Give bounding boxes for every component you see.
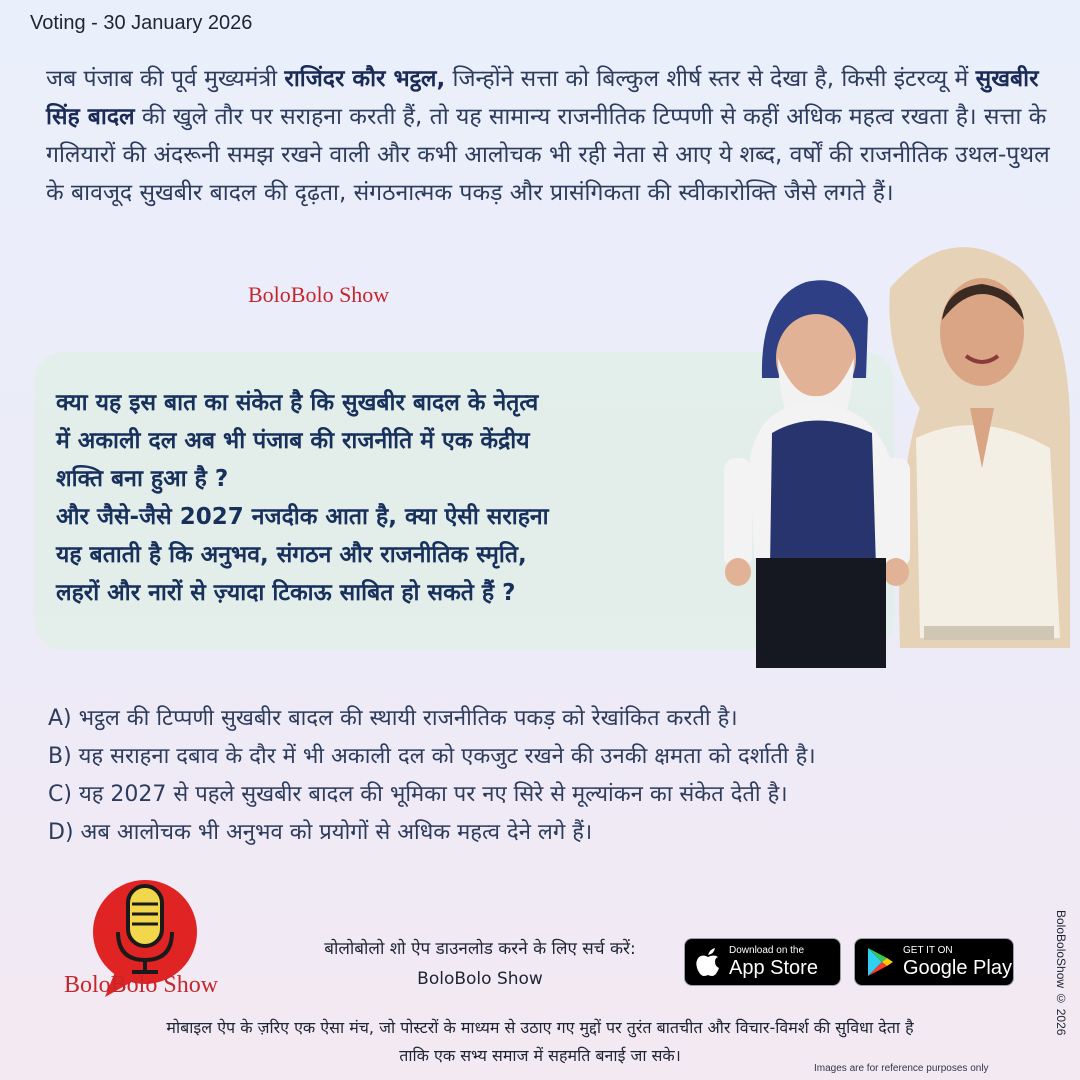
option-c[interactable]: C) यह 2027 से पहले सुखबीर बादल की भूमिका पर नए सिरे से मूल्यांकन का संकेत देती है। [48, 782, 788, 807]
logo-text: BoloBolo Show [64, 972, 219, 998]
google-play-small-label: GET IT ON [903, 945, 953, 956]
intro-name-sukhbir: सुखबीर सिंह बादल [46, 66, 1039, 130]
politicians-photo [720, 228, 1080, 674]
voting-date: Voting - 30 January 2026 [30, 12, 253, 34]
app-store-button[interactable] [684, 938, 841, 986]
intro-text-1: जब पंजाब की पूर्व मुख्यमंत्री [46, 66, 285, 92]
play-icon [865, 946, 895, 978]
question-line: में अकाली दल अब भी पंजाब की राजनीति में एक केंद्रीय [56, 428, 530, 454]
apple-icon [695, 947, 721, 977]
intro-name-bhattal: राजिंदर कौर भट्ठल, [284, 66, 446, 92]
app-store-small-label: Download on the [729, 945, 805, 956]
option-a[interactable]: A) भट्ठल की टिप्पणी सुखबीर बादल की स्थायी राजनीतिक पकड़ को रेखांकित करती है। [48, 706, 738, 731]
app-store-label: App Store [729, 957, 818, 979]
option-d[interactable]: D) अब आलोचक भी अनुभव को प्रयोगों से अधिक महत्व देने लगे हैं। [48, 820, 593, 845]
intro-paragraph [46, 60, 1056, 212]
footer-description [30, 1014, 1050, 1070]
answer-options [48, 700, 1058, 852]
copyright-vertical: BoloBoloShow © 2026 [1054, 910, 1068, 1036]
image-disclaimer: Images are for reference purposes only [814, 1063, 989, 1074]
question-line: और जैसे-जैसे 2027 नजदीक आता है, क्या ऐसी सराहना [56, 504, 549, 530]
option-b[interactable]: B) यह सराहना दबाव के दौर में भी अकाली दल को एकजुट रखने की उनकी क्षमता को दर्शाती है। [48, 744, 816, 769]
question-line: लहरों और नारों से ज़्यादा टिकाऊ साबित हो सकते हैं ? [56, 580, 516, 606]
search-line-app-name: BoloBolo Show [417, 969, 543, 989]
footer-line-1: मोबाइल ऐप के ज़रिए एक ऐसा मंच, जो पोस्टरों के माध्यम से उठाए गए मुद्दों पर तुरंत बातचीत और विचार-विमर्श की सुविधा देता है [166, 1018, 914, 1037]
search-line-hindi: बोलोबोलो शो ऐप डाउनलोड करने के लिए सर्च करें: [324, 939, 636, 959]
google-play-label: Google Play [903, 957, 1012, 979]
intro-text-3: की खुले तौर पर सराहना करती हैं, तो यह सामान्य राजनीतिक टिप्पणी से कहीं अधिक महत्व रखता है। सत्ता के गलियारों की अंदरूनी समझ रखने वाली और कभी आलोचक भी रही नेता से आए ये शब्द, वर्षों की राजनीतिक उथल-पुथल के बावजूद सुखबीर बादल की दृढ़ता, संगठनात्मक पकड़ और प्रासंगिकता की स्वीकारोक्ति जैसे लगते हैं। [46, 104, 1050, 206]
woman-figure [889, 247, 1070, 648]
app-search-instruction [280, 934, 680, 994]
question-line: क्या यह इस बात का संकेत है कि सुखबीर बादल के नेतृत्व [56, 390, 539, 416]
footer-line-2: ताकि एक सभ्य समाज में सहमति बनाई जा सके। [399, 1046, 681, 1065]
google-play-button[interactable] [854, 938, 1014, 986]
brand-watermark: BoloBolo Show [248, 282, 390, 307]
question-text [56, 384, 736, 612]
question-line: यह बताती है कि अनुभव, संगठन और राजनीतिक स्मृति, [56, 542, 527, 568]
man-figure [724, 280, 910, 668]
question-line: शक्ति बना हुआ है ? [56, 466, 229, 492]
intro-text-2: जिन्होंने सत्ता को बिल्कुल शीर्ष स्तर से देखा है, किसी इंटरव्यू में [445, 66, 976, 92]
